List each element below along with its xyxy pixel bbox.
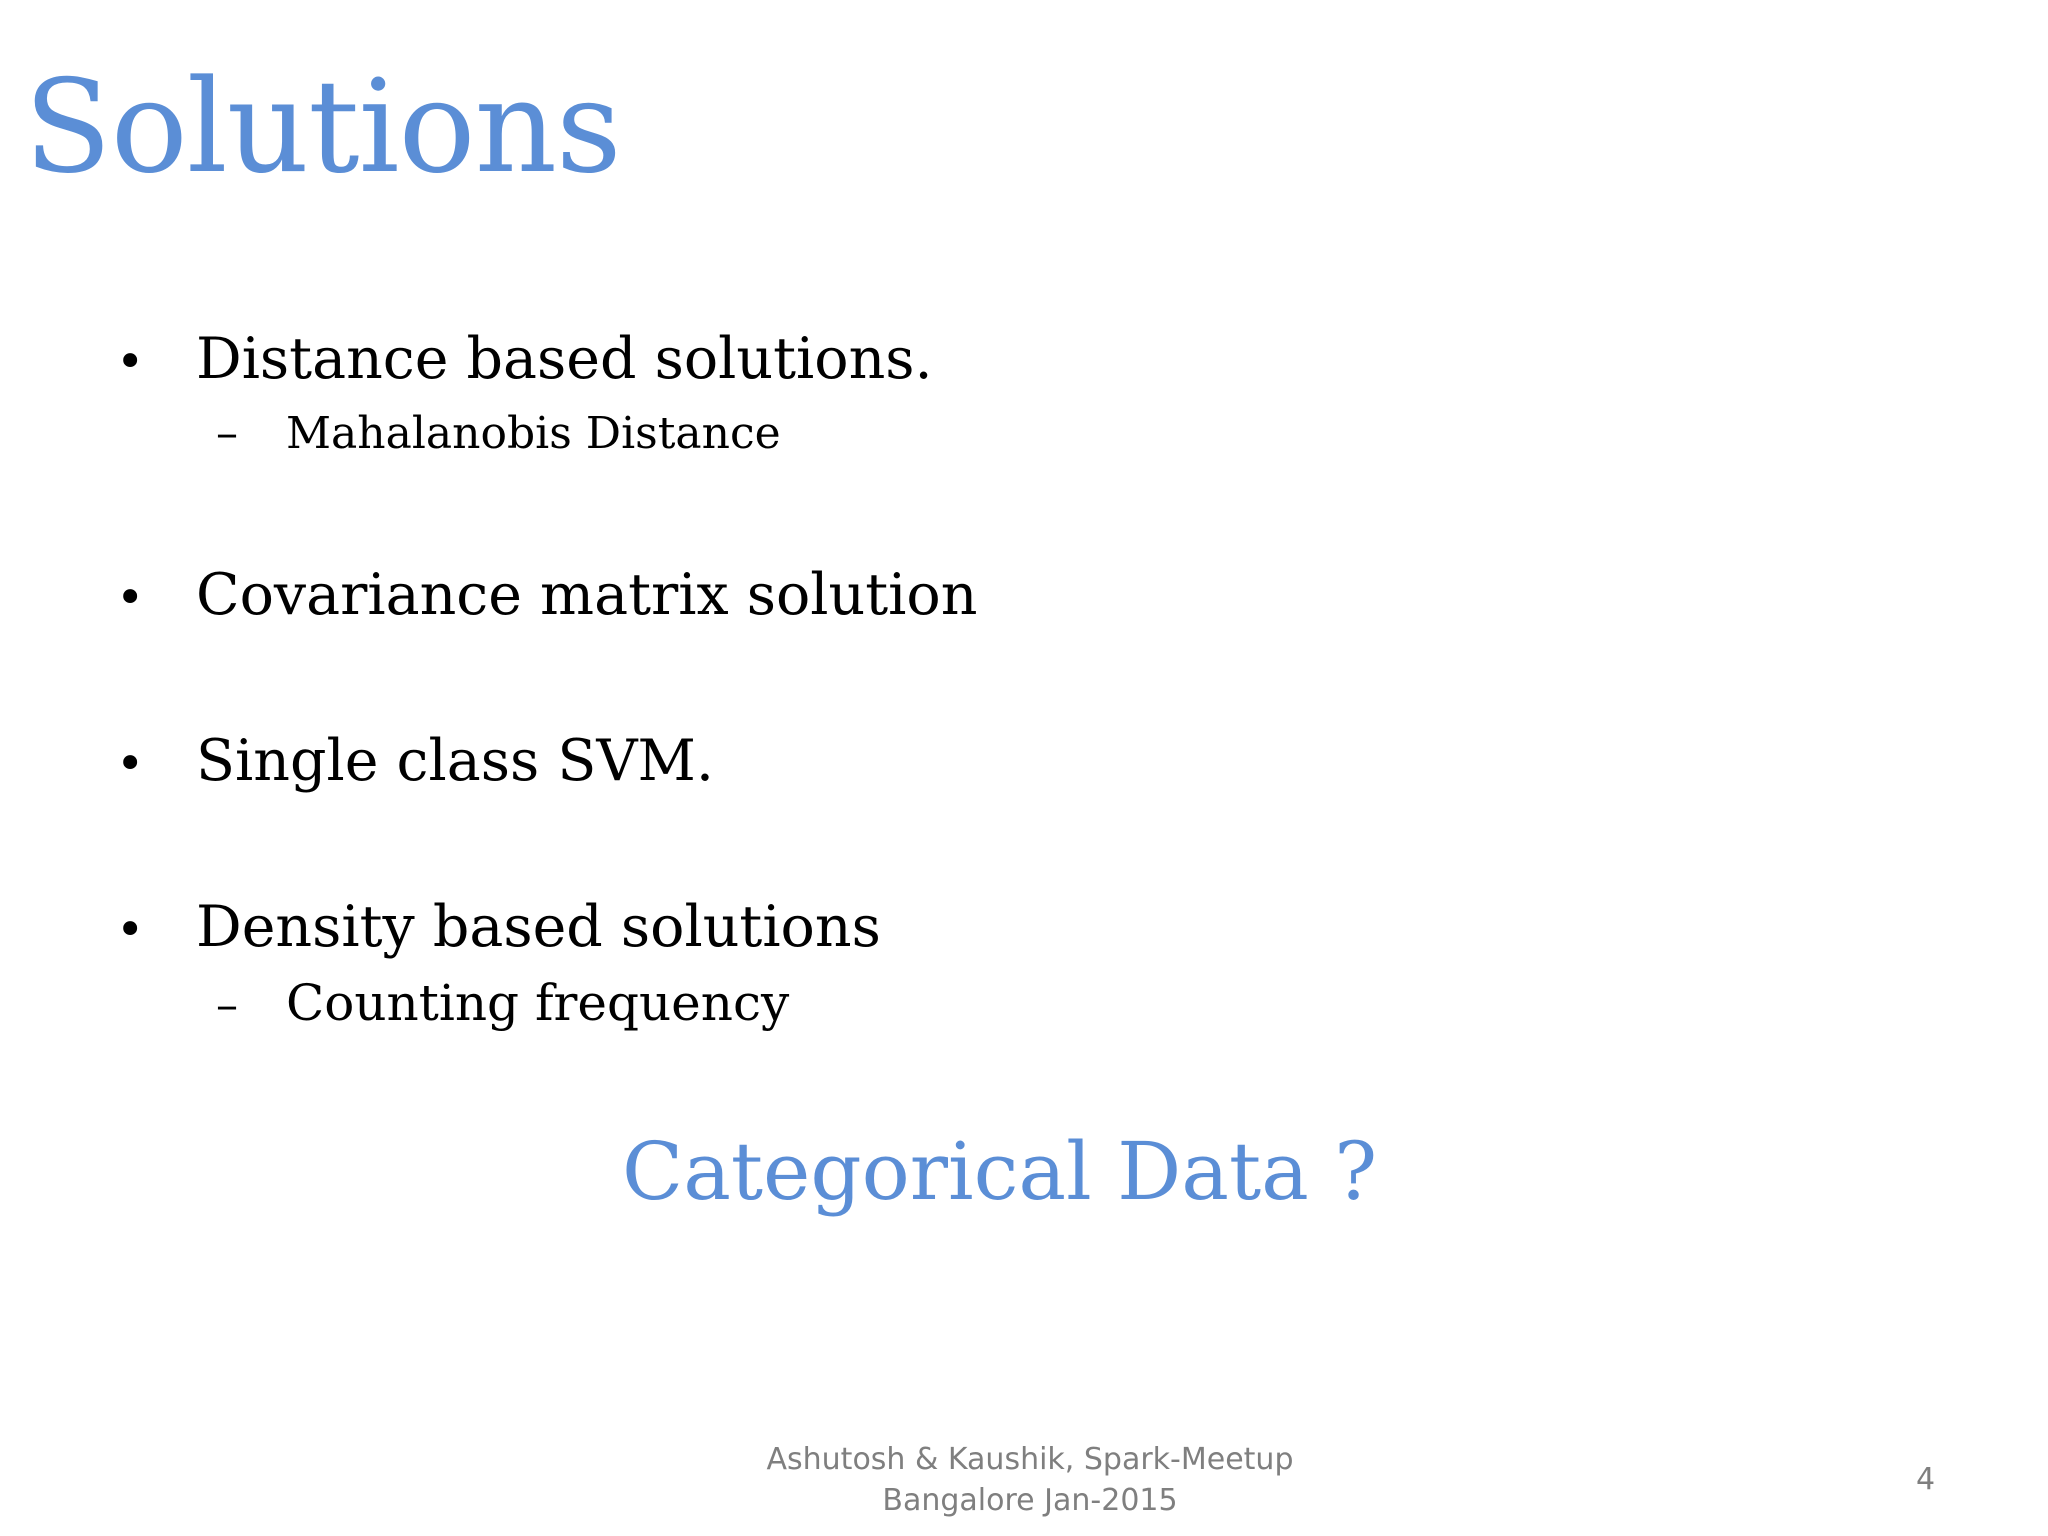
footer	[700, 1440, 1360, 1521]
slide-title: Solutions	[24, 53, 621, 202]
bullet-marker: •	[116, 334, 145, 390]
bullet-item-covariance	[116, 564, 977, 627]
sub-text: Counting frequency	[286, 974, 790, 1032]
sub-text: Mahalanobis Distance	[286, 408, 781, 459]
callout-categorical-data: Categorical Data ?	[622, 1125, 1378, 1218]
bullet-marker: •	[116, 570, 145, 626]
page-number: 4	[1916, 1462, 1936, 1497]
bullet-text: Single class SVM.	[196, 728, 715, 794]
bullet-item-svm	[116, 730, 714, 793]
bullet-item-density	[116, 896, 881, 959]
sub-marker: –	[216, 980, 238, 1031]
bullet-item-distance	[116, 328, 933, 391]
footer-event: Bangalore Jan-2015	[882, 1482, 1178, 1518]
bullet-text: Distance based solutions.	[196, 326, 933, 392]
bullet-marker: •	[116, 736, 145, 792]
bullet-marker: •	[116, 902, 145, 958]
bullet-text: Density based solutions	[196, 894, 881, 960]
bullet-text: Covariance matrix solution	[196, 562, 978, 628]
sub-item-mahalanobis	[216, 410, 781, 458]
sub-item-counting-frequency	[216, 976, 789, 1031]
sub-marker: –	[216, 408, 238, 459]
footer-authors: Ashutosh & Kaushik, Spark-Meetup	[766, 1442, 1294, 1477]
